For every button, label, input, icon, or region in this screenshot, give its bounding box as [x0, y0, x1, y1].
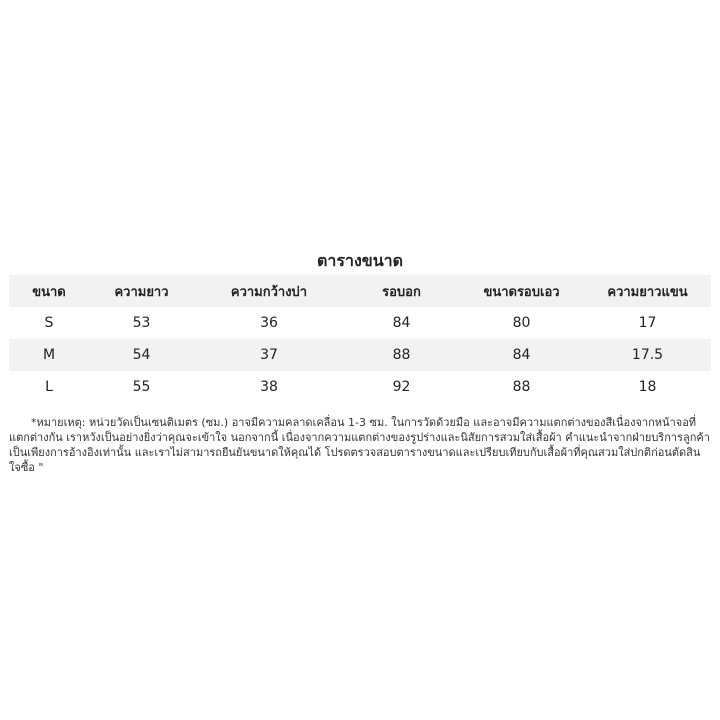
chart-title: ตารางขนาด	[316, 251, 403, 270]
cell-waist: 88	[512, 379, 531, 395]
header-sleeve-length: ความยาวแขน	[607, 284, 688, 300]
table-row	[9, 339, 711, 371]
table-header-row	[9, 275, 711, 307]
cell-size: M	[42, 347, 56, 363]
cell-length: 55	[132, 379, 151, 395]
cell-size: L	[45, 379, 53, 395]
header-length: ความยาว	[114, 284, 169, 300]
cell-waist: 80	[512, 315, 531, 331]
cell-sleeve-length: 17	[638, 315, 657, 331]
cell-chest: 88	[392, 347, 411, 363]
size-table	[9, 275, 711, 403]
cell-length: 53	[132, 315, 151, 331]
cell-sleeve-length: 17.5	[631, 347, 664, 363]
disclaimer-note: *หมายเหตุ: หน่วยวัดเป็นเซนติเมตร (ซม.) อาจมีความคลาดเคลื่อน 1-3 ซม. ในการวัดด้วยมือ และอาจมีความแตกต่างของสีเนื่องจากหน้าจอที่แตกต่างกัน เราหวังเป็นอย่างยิ่งว่าคุณจะเข้าใจ นอกจากนี้ เนื่องจากความแตกต่างของรูปร่างและนิสัยการสวมใส่เสื้อผ้า คำแนะนำจากฝ่ายบริการลูกค้าเป็นเพียงการอ้างอิงเท่านั้น และเราไม่สามารถยืนยันขนาดให้คุณได้ โปรดตรวจสอบตารางขนาดและเปรียบเทียบกับเสื้อผ้าที่คุณสวมใส่ปกติก่อนตัดสินใจซื้อ "	[9, 416, 710, 474]
header-waist: ขนาดรอบเอว	[483, 284, 560, 300]
cell-shoulder-width: 38	[260, 379, 278, 395]
cell-waist: 84	[512, 347, 531, 363]
table-row	[9, 307, 711, 339]
header-chest: รอบอก	[382, 284, 421, 300]
header-size: ขนาด	[32, 284, 66, 300]
cell-size: S	[44, 315, 54, 331]
table-row	[9, 371, 711, 403]
size-chart	[9, 247, 711, 475]
cell-shoulder-width: 36	[260, 315, 278, 331]
cell-length: 54	[132, 347, 151, 363]
cell-chest: 84	[392, 315, 411, 331]
cell-sleeve-length: 18	[638, 379, 657, 395]
cell-chest: 92	[392, 379, 411, 395]
header-shoulder-width: ความกว้างบ่า	[230, 284, 308, 300]
cell-shoulder-width: 37	[260, 347, 278, 363]
